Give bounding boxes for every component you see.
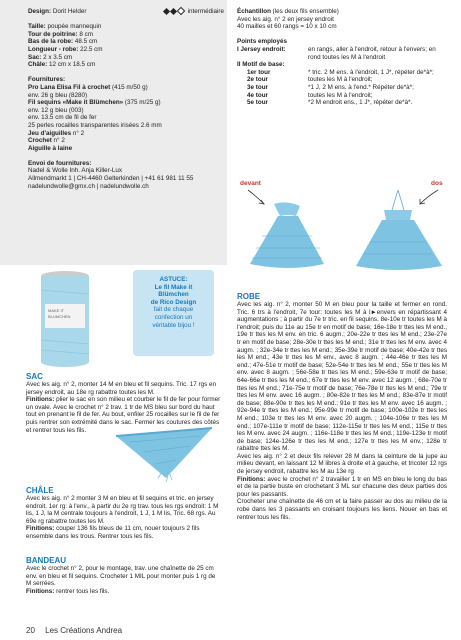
echantillon-title: Échantillon	[237, 8, 271, 15]
level-text: intermédiaire	[187, 8, 224, 15]
bandeau-finitions	[26, 588, 221, 596]
finitions-text: rentrer tous les fils.	[54, 587, 110, 595]
design-line	[28, 8, 224, 16]
jersey-text: en rangs, aller à l'endroit, retour à l'envers; en rond toutes les M à l'endroit	[308, 45, 436, 61]
fourniture-line	[28, 92, 224, 100]
spec-key: Châle:	[28, 61, 48, 69]
fourniture-line	[28, 107, 224, 115]
instructions-column	[237, 8, 447, 107]
spec-value: 8 cm	[79, 30, 93, 38]
robe-text: Crocheter une chaînette de 46 cm et la faire passer au dos au milieu de la robe dans les 3 passants en croisant toujours les liens. Nouer en bas et rentrer tous les fils.	[237, 498, 447, 521]
motif-row	[237, 69, 447, 77]
fourniture-name: Crochet	[28, 137, 52, 145]
points-jersey	[237, 46, 447, 61]
jersey-label: I Jersey endroit:	[237, 45, 286, 53]
design-label: Design:	[28, 8, 52, 15]
fourniture-line	[28, 99, 224, 107]
envoi-line: Allmendmarkt 1 | CH-4460 Gelterkinden | +41 61 981 11 55	[28, 175, 194, 183]
spec-line	[28, 54, 224, 62]
arrow-devant-icon	[248, 190, 264, 204]
spec-key: Bas de la robe:	[28, 38, 74, 46]
materials-column	[28, 8, 224, 190]
finitions-label: Finitions:	[26, 525, 55, 533]
robe-text: Avec les aig. n° 2 et deux fils relever 28 M dans la ceinture de la jupe au milieu devant, en laissant 12 M libres à droite et à gauche, et tricoter 12 rgs de jersey endroit, rabattre les M au 13e rg	[237, 452, 447, 476]
robe-title: ROBE	[237, 292, 261, 301]
astuce-line: confection un	[154, 313, 193, 321]
fournitures-list	[28, 84, 224, 152]
level-indicator	[164, 8, 224, 16]
fourniture-name: Jeu d'aiguilles	[28, 129, 72, 137]
echantillon-line	[237, 8, 447, 16]
dress-illustration	[232, 186, 454, 272]
devant-label: devant	[240, 180, 261, 187]
chale-text: Avec les aig. n° 2 monter 3 M en bleu et fil sequins et tric. en jersey endroit. 1er rg: à l'env., à partir du 2e rg trav. tous les rgs endroit: 1 M lis, 1 J, la M centrale toujours à l'endroit, 1 J, 1 M lis, Tric. 68 rgs. Au 69e rg rabattre toutes les M.	[26, 495, 219, 525]
specs-list	[28, 23, 224, 69]
echantillon-text: Avec les aig. n° 2 en jersey endroit	[237, 15, 334, 23]
page-number: 20	[26, 626, 35, 635]
motif-row	[237, 92, 447, 100]
astuce-title: ASTUCE:	[159, 276, 188, 283]
points-title: Points employés	[237, 38, 288, 46]
design-value: Dorit Helder	[52, 8, 87, 15]
motif-row-text: toutes les M à l'endroit;	[308, 91, 373, 99]
spec-value: 22.5 cm	[80, 45, 103, 53]
fourniture-line	[28, 84, 224, 92]
fourniture-detail: n° 2	[71, 129, 85, 137]
envoi-line: Nadel & Wolle Inh. Anja Killer-Lux	[28, 167, 123, 175]
echantillon-subtitle: (les deux fils ensemble)	[270, 8, 339, 15]
robe-finitions	[237, 476, 447, 499]
fourniture-line	[28, 122, 224, 130]
brand-name: Les Créations Andrea	[45, 626, 123, 635]
robe-section	[237, 292, 447, 521]
fourniture-detail: env. 12 g bleu (003)	[28, 106, 84, 114]
spec-value: 12 cm x 18.5 cm	[49, 61, 96, 69]
arrow-dos-icon	[420, 190, 438, 204]
fourniture-name: Fil sequins «Make it Blümchen»	[28, 99, 124, 107]
envoi-line: nadelundwolle@gmx.ch | nadelundwolle.ch	[28, 182, 149, 190]
spec-key: Sac:	[28, 53, 42, 61]
chale-section	[26, 486, 221, 541]
motif-row-text: * tric. 2 M ens. à l'endroit, 1 J*, répéter de*à*;	[308, 68, 434, 76]
motif-row-label: 5e tour	[247, 99, 268, 107]
spec-key: Taille:	[28, 23, 46, 31]
spec-value: 48.5 cm	[74, 38, 98, 46]
fourniture-name: Aiguille à laine	[28, 144, 73, 152]
motif-row-label: 1er tour	[247, 68, 271, 76]
envoi-title: Envoi de fournitures:	[28, 159, 92, 167]
fourniture-name: Pro Lana Elisa Fil à crochet	[28, 83, 111, 91]
yarn-label-name: BLÜMCHEN	[48, 314, 71, 319]
fourniture-detail: 25 perles rocailles transparentes irisées 2.6 mm	[28, 121, 162, 129]
spec-value: 2 x 3.5 cm	[43, 53, 73, 61]
motif-row	[237, 99, 447, 107]
chale-finitions	[26, 525, 221, 540]
finitions-text: plier le sac en son milieu et courber le fil de fer pour former un ovale. Avec le crochet n° 2 trav. 1 tr de MS bleu sur bord du haut tout en prenant le fil de fer. Au bout, enfiler 25 rocailles sur le fil de fer puis rentrer son extrémité dans le sac. Fermer les coutures des côtés et rentrer tous les fils.	[26, 396, 221, 434]
sac-section	[26, 372, 221, 434]
spec-value: poupée mannequin	[47, 23, 102, 31]
fourniture-line	[28, 137, 224, 145]
fourniture-detail: env. 26 g bleu (8280)	[28, 91, 88, 99]
chale-title: CHÂLE	[26, 486, 54, 495]
finitions-label: Finitions:	[26, 396, 55, 404]
finitions-label: Finitions:	[237, 475, 266, 483]
dress-back	[356, 190, 442, 270]
sac-title: SAC	[26, 372, 43, 381]
dos-label: dos	[431, 180, 443, 187]
motif-row-text: *2 M endroit ens., 1 J*, répéter de*à*.	[308, 99, 413, 107]
astuce-line: véritable bijou !	[152, 321, 195, 329]
finitions-label: Finitions:	[26, 587, 55, 595]
fournitures-title: Fournitures:	[28, 76, 66, 84]
spec-line	[28, 61, 224, 69]
spec-key: Longueur - robe:	[28, 45, 79, 53]
yarn-label-make: MAKE IT	[48, 308, 65, 313]
spec-line	[28, 46, 224, 54]
motif-row-label: 4e tour	[247, 91, 268, 99]
motif-title: II Motif de base:	[237, 61, 285, 69]
astuce-line: Le fil Make it	[154, 283, 193, 291]
motif-row	[237, 84, 447, 92]
fourniture-line	[28, 130, 224, 138]
spec-line	[28, 38, 224, 46]
bandeau-text: Avec le crochet n° 2, pour le montage, trav. une chaînette de 25 cm env. en bleu et fil sequins. Crocheter 1 MIL pour monter puis 1 rg de M serrées.	[26, 565, 216, 588]
robe-text: Avec les aig. n° 2, monter 50 M en bleu pour la taille et fermer en rond. Tric. 6 trs à l'endroit, 7e tour: toutes les M à l►envers en répartissant 4 augmentations ; à partir du 7e tr tric. en fil sequins. 8e-10e tr toutes les M à l'endroit; puis du 11e au 15e tr en motif de base; 16e-18e tr ttes les M end., 19e tr ttes les M env. en tric. 6 augm.; 20e-22e tr ttes les M end.; 23e-27e tr en motif de base; 28e-30e tr ttes les M end.; 31e tr ttes les M env. avec 4 augm. ; 32e-34e tr ttes les M end.; 35e-39e tr motif de base; 40e-42e tr ttes les M end.; 43e tr ttes les M env., avec 8 augm. ; 44e-46e tr ttes les M end.; 47e-51e tr motif de base; 52e-54e tr ttes les M end.; 55e tr ttes les M env. avec 8 augm. ; 56e-58e tr ttes les M end.; 59e-63e tr motif de base; 64e-66e tr ttes les M end.; 67e tr ttes les M env. avec 12 augm. ; 68e-70e tr ttes les M end.; 71e-75e tr motif de base; 76e-78e tr ttes les M end.; 79e tr ttes les M env. avec 16 augm. ; 80e-82e tr ttes les M end.; 83e-87e tr motif de base; 88e-90e tr ttes les M end.; 91e tr ttes les M env. avec 16 augm. ; 92e-94e tr ttes les M end.; 95e-99e tr motif de base; 100e-102e tr ttes les M end.; 103e tr ttes les M env. avec 20 augm. ; 104e-106e tr ttes les M end.; 107e-111e tr motif de base; 112e-115e tr ttes les M end.; 115e tr ttes les M env. avec 24 augm. ; 116e-118e tr ttes les M end.; 119e-123e tr motif de base; 124e-126e tr ttes les M end.; 127e tr ttes les M env.; 128e tr rabattre ttes les M.	[237, 301, 448, 453]
astuce-box	[133, 270, 214, 356]
motif-rows	[237, 69, 447, 107]
motif-row-text: *1 J, 2 M ens. à l'end.* Répéter de*à*;	[308, 83, 414, 91]
spec-key: Tour de poitrine:	[28, 30, 78, 38]
fourniture-detail: n° 2	[51, 137, 65, 145]
fourniture-line	[28, 145, 224, 153]
fourniture-line	[28, 114, 224, 122]
yarn-spool	[34, 270, 96, 370]
fourniture-detail: (415 m/50 g)	[110, 83, 148, 91]
sac-text: Avec les aig. n° 2, monter 14 M en bleu et fil sequins. Tric. 17 rgs en jersey endroit, au 18e rg rabattre toutes les M.	[26, 381, 217, 396]
finitions-text: avec le crochet n° 2 travailler 1 tr en MS en bleu le long du bas et de la partie buste en crochetant 3 ML sur chacune des deux parties dos pour les passants.	[237, 475, 447, 498]
spec-line	[28, 23, 224, 31]
echantillon-text: 40 mailles et 60 rangs = 10 x 10 cm	[237, 23, 337, 31]
motif-row-label: 2e tour	[247, 76, 268, 84]
dress-front	[250, 202, 324, 268]
diamond-filled-icon	[170, 8, 177, 15]
diamond-outline-icon	[177, 7, 185, 15]
bandeau-section	[26, 556, 221, 595]
fourniture-detail: env. 13.5 cm de fil de fer	[28, 114, 97, 122]
motif-row-label: 3e tour	[247, 83, 268, 91]
motif-row-text: toutes les M à l'endroit;	[308, 76, 373, 84]
fourniture-detail: (375 m/25 g)	[123, 99, 161, 107]
sac-finitions	[26, 396, 221, 434]
astuce-line: Blümchen	[158, 291, 189, 299]
bandeau-title: BANDEAU	[26, 556, 66, 565]
astuce-line: fait de chaque	[153, 306, 194, 314]
astuce-line: de Rico Design	[150, 298, 197, 306]
page-footer	[26, 626, 122, 635]
finitions-text: couper 136 fils bleus de 11 cm, nouer toujours 2 fils ensemble dans les trous. Rentrer tous les fils.	[26, 525, 200, 540]
spec-line	[28, 31, 224, 39]
motif-row	[237, 76, 447, 84]
